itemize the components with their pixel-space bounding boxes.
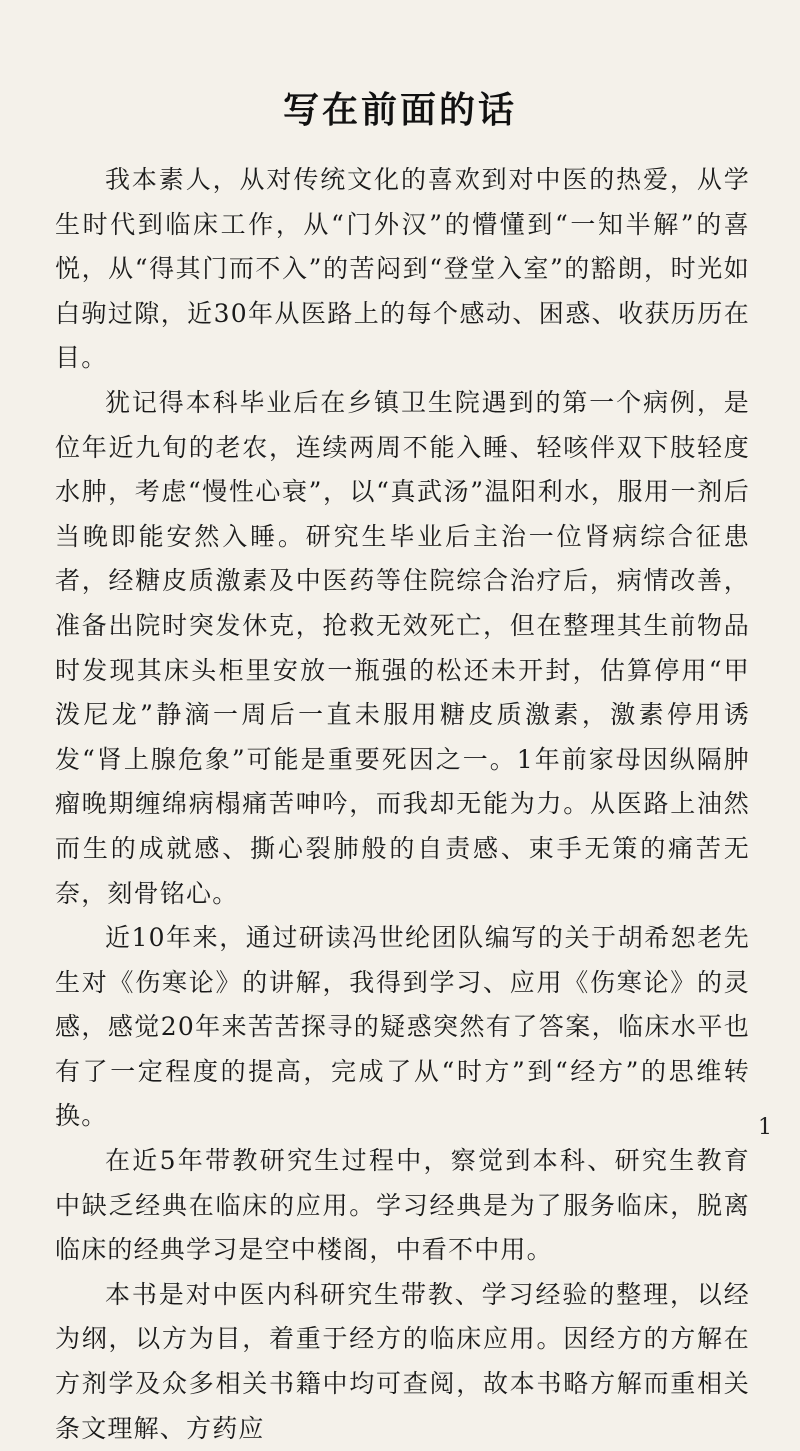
body-text	[55, 158, 750, 1451]
paragraph-5: 本书是对中医内科研究生带教、学习经验的整理，以经为纲，以方为目，着重于经方的临床应用。因经方的方解在方剂学及众多相关书籍中均可查阅，故本书略方解而重相关条文理解、方药应	[55, 1279, 750, 1443]
page-title: 写在前面的话	[282, 90, 517, 132]
paragraph-3: 近10年来，通过研读冯世纶团队编写的关于胡希恕老先生对《伤寒论》的讲解，我得到学习、应用《伤寒论》的灵感，感觉20年来苦苦探寻的疑惑突然有了答案，临床水平也有了一定程度的提高，完成了从“时方”到“经方”的思维转换。	[55, 923, 750, 1131]
paragraph-2: 犹记得本科毕业后在乡镇卫生院遇到的第一个病例，是位年近九旬的老农，连续两周不能入睡、轻咳伴双下肢轻度水肿，考虑“慢性心衰”，以“真武汤”温阳利水，服用一剂后当晚即能安然入睡。研究生毕业后主治一位肾病综合征患者，经糖皮质激素及中医药等住院综合治疗后，病情改善，准备出院时突发休克，抢救无效死亡，但在整理其生前物品时发现其床头柜里安放一瓶强的松还未开封，估算停用“甲泼尼龙”静滴一周后一直未服用糖皮质激素，激素停用诱发“肾上腺危象”可能是重要死因之一。1年前家母因纵隔肿瘤晚期缠绵病榻痛苦呻吟，而我却无能为力。从医路上油然而生的成就感、撕心裂肺般的自责感、束手无策的痛苦无奈，刻骨铭心。	[55, 387, 750, 908]
paragraph-1: 我本素人，从对传统文化的喜欢到对中医的热爱，从学生时代到临床工作，从“门外汉”的懵懂到“一知半解”的喜悦，从“得其门而不入”的苦闷到“登堂入室”的豁朗，时光如白驹过隙，近30年从医路上的每个感动、困惑、收获历历在目。	[55, 165, 750, 373]
page-number: 1	[758, 1115, 772, 1140]
paragraph-4: 在近5年带教研究生过程中，察觉到本科、研究生教育中缺乏经典在临床的应用。学习经典是为了服务临床，脱离临床的经典学习是空中楼阁，中看不中用。	[55, 1146, 750, 1265]
